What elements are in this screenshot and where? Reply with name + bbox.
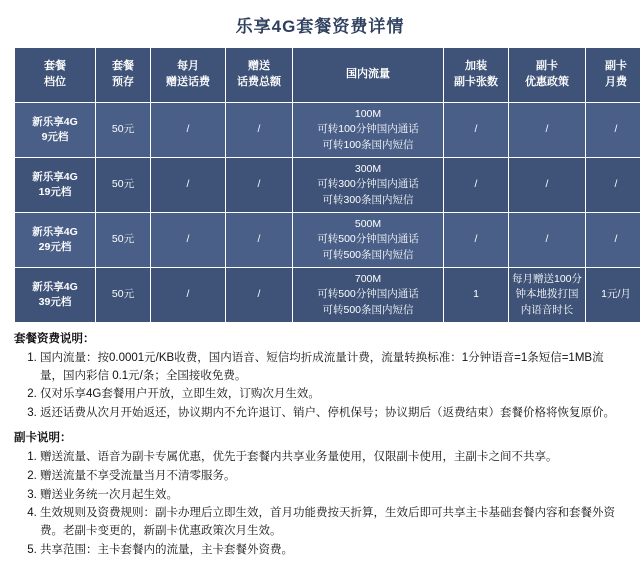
- card-notes-title: 副卡说明：: [14, 432, 72, 445]
- header-tier: 套餐 档位: [15, 48, 96, 103]
- cell-extra-cards: /: [444, 158, 509, 213]
- cell-total-gift: /: [226, 268, 293, 323]
- list-item: 3. 赠送业务统一次月起生效。: [40, 487, 626, 506]
- table-row: [15, 268, 640, 323]
- list-item: 4. 生效规则及资费规则：副卡办理后立即生效，首月功能费按天折算，生效后即可共享主卡基础套餐内容和套餐外资费。老副卡变更的，新副卡优惠政策次月生效。: [40, 505, 626, 542]
- table-row: [15, 213, 640, 268]
- cell-monthly-gift: /: [151, 268, 226, 323]
- cell-extra-cards: 1: [444, 268, 509, 323]
- cell-card-fee: /: [586, 158, 640, 213]
- cell-tier: 新乐享4G 29元档: [15, 213, 96, 268]
- header-card-policy: 副卡 优惠政策: [509, 48, 586, 103]
- plan-table-head: [15, 48, 640, 103]
- cell-total-gift: /: [226, 158, 293, 213]
- header-extra-cards: 加装 副卡张数: [444, 48, 509, 103]
- plan-notes-title: 套餐资费说明：: [14, 333, 95, 345]
- list-item: 2. 赠送流量不享受流量当月不清零服务。: [40, 468, 626, 487]
- cell-monthly-gift: /: [151, 158, 226, 213]
- cell-tier: 新乐享4G 9元档: [15, 103, 96, 158]
- cell-card-policy: /: [509, 158, 586, 213]
- table-header-row: [15, 48, 640, 103]
- list-item: 3. 返还话费从次月开始返还，协议期内不允许退订、销户、停机保号；协议期后（返费结束）套餐价格将恢复原价。: [40, 405, 626, 424]
- cell-prepay: 50元: [96, 213, 151, 268]
- cell-prepay: 50元: [96, 103, 151, 158]
- cell-card-fee: /: [586, 213, 640, 268]
- list-item: 1. 国内流量：按0.0001元/KB收费，国内语音、短信均折成流量计费，流量转换标准：1分钟语音=1条短信=1MB流量，国内彩信 0.1元/条；全国接收免费。: [40, 350, 626, 387]
- cell-card-fee: 1元/月: [586, 268, 640, 323]
- card-notes-list: [14, 449, 626, 561]
- header-data: 国内流量: [293, 48, 444, 103]
- cell-data: 500M 可转500分钟国内通话 可转500条国内短信: [293, 213, 444, 268]
- cell-monthly-gift: /: [151, 103, 226, 158]
- cell-data: 300M 可转300分钟国内通话 可转300条国内短信: [293, 158, 444, 213]
- table-row: [15, 158, 640, 213]
- cell-card-policy: /: [509, 103, 586, 158]
- list-item: 2. 仅对乐享4G套餐用户开放，立即生效，订购次月生效。: [40, 386, 626, 405]
- cell-card-fee: /: [586, 103, 640, 158]
- plan-table-body: [15, 103, 640, 323]
- plan-table: [14, 47, 640, 323]
- header-card-fee: 副卡 月费: [586, 48, 640, 103]
- cell-prepay: 50元: [96, 158, 151, 213]
- cell-tier: 新乐享4G 39元档: [15, 268, 96, 323]
- cell-data: 700M 可转500分钟国内通话 可转500条国内短信: [293, 268, 444, 323]
- page-title: 乐享4G套餐资费详情: [235, 17, 405, 36]
- cell-card-policy: 每月赠送100分 钟本地拨打国 内语音时长: [509, 268, 586, 323]
- table-row: [15, 103, 640, 158]
- header-prepay: 套餐 预存: [96, 48, 151, 103]
- plan-notes-list: [14, 350, 626, 424]
- cell-card-policy: /: [509, 213, 586, 268]
- cell-monthly-gift: /: [151, 213, 226, 268]
- cell-data: 100M 可转100分钟国内通话 可转100条国内短信: [293, 103, 444, 158]
- header-total-gift: 赠送 话费总额: [226, 48, 293, 103]
- header-monthly-gift: 每月 赠送话费: [151, 48, 226, 103]
- cell-extra-cards: /: [444, 103, 509, 158]
- cell-total-gift: /: [226, 213, 293, 268]
- cell-tier: 新乐享4G 19元档: [15, 158, 96, 213]
- cell-total-gift: /: [226, 103, 293, 158]
- notes-section: [14, 331, 626, 561]
- cell-extra-cards: /: [444, 213, 509, 268]
- list-item: 5. 共享范围：主卡套餐内的流量，主卡套餐外资费。: [40, 542, 626, 561]
- cell-prepay: 50元: [96, 268, 151, 323]
- list-item: 1. 赠送流量、语音为副卡专属优惠，优先于套餐内共享业务量使用，仅限副卡使用，主副卡之间不共享。: [40, 449, 626, 468]
